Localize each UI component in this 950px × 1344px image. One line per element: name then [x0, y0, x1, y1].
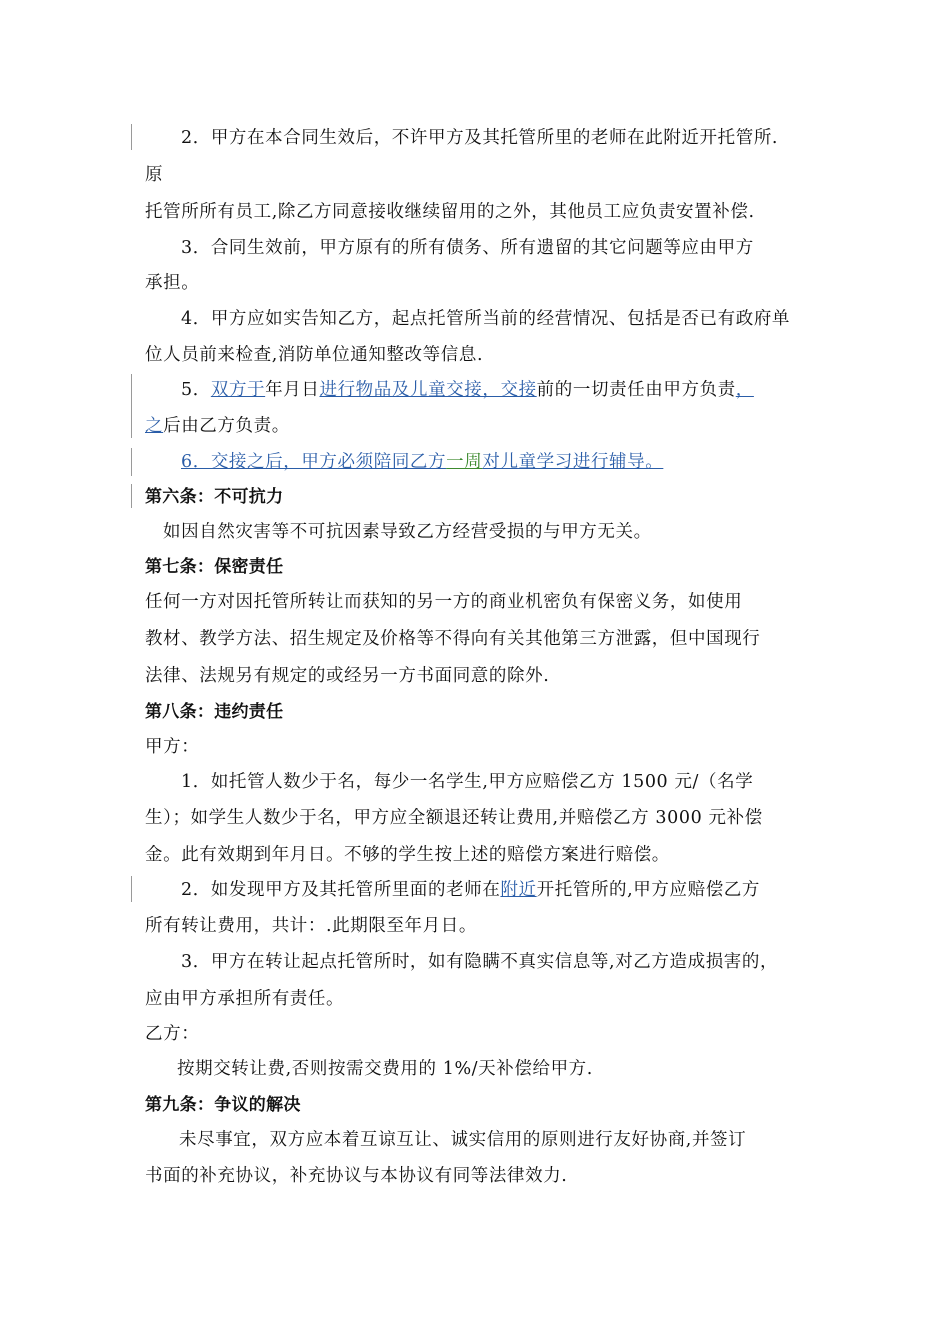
clause-5-item-6-line [181, 450, 663, 474]
article-9-heading: 第九条：争议的解决 [145, 1095, 301, 1115]
party-b-obligation: 按期交转让费,否则按需交费用的 1%/天补偿给甲方. [177, 1059, 593, 1079]
revised-text: 对儿童学习进行辅导。 [482, 452, 664, 472]
article-7-body-line-1: 任何一方对因托管所转让而获知的另一方的商业机密负有保密义务，如使用 [145, 592, 743, 612]
article-8-item-2-line-2: 所有转让费用，共计：.此期限至年月日。 [145, 916, 477, 936]
revised-text: 进行物品及儿童交接，交接 [319, 380, 537, 400]
change-bar [131, 448, 132, 476]
article-8-item-3-line-2: 应由甲方承担所有责任。 [145, 989, 345, 1009]
clause-5-item-5-line-2 [145, 414, 290, 438]
penalty-text: 2．如发现甲方及其托管所里面的老师在 [181, 880, 501, 900]
change-bar [131, 374, 132, 438]
clause-5-item-2-line-3: 托管所所有员工,除乙方同意接收继续留用的之外，其他员工应负责安置补偿. [145, 202, 755, 222]
change-bar [131, 876, 132, 902]
item-number: 5． [181, 380, 211, 400]
revised-text: 之 [145, 416, 164, 436]
clause-5-item-4-line-1: 4．甲方应如实告知乙方，起点托管所当前的经营情况、包括是否已有政府单 [181, 309, 791, 329]
article-8-item-3-line-1: 3．甲方在转让起点托管所时，如有隐瞒不真实信息等,对乙方造成损害的， [181, 952, 779, 972]
revised-text-green: 一周 [446, 452, 483, 472]
article-8-item-1-line-2: 生）；如学生人数少于名，甲方应全额退还转让费用,并赔偿乙方 3000 元补偿 [145, 808, 763, 828]
article-9-body-line-1: 未尽事宜，双方应本着互谅互让、诚实信用的原则进行友好协商,并签订 [179, 1130, 747, 1150]
date-placeholder-text: 年月日 [265, 380, 320, 400]
change-bar [131, 484, 132, 508]
penalty-text: 开托管所的,甲方应赔偿乙方 [536, 880, 761, 900]
article-7-body-line-2: 教材、教学方法、招生规定及价格等不得向有关其他第三方泄露，但中国现行 [145, 629, 761, 649]
article-8-item-2-line-1 [181, 878, 760, 902]
clause-5-item-2-line-2: 原 [145, 165, 164, 185]
clause-5-item-4-line-2: 位人员前来检查,消防单位通知整改等信息. [145, 345, 484, 365]
party-a-label: 甲方： [145, 737, 200, 757]
change-bar [131, 124, 132, 150]
revised-text: 附近 [500, 880, 537, 900]
clause-5-item-3-line-2: 承担。 [145, 273, 200, 293]
revised-text: 双方于 [210, 380, 266, 400]
revised-text: 6．交接之后，甲方必须陪同乙方 [181, 452, 447, 472]
article-9-body-line-2: 书面的补充协议，补充协议与本协议有同等法律效力. [145, 1166, 568, 1186]
clause-5-item-2-line-1: 2．甲方在本合同生效后，不许甲方及其托管所里的老师在此附近开托管所. [181, 128, 779, 148]
article-8-item-1-line-3: 金。此有效期到年月日。不够的学生按上述的赔偿方案进行赔偿。 [145, 845, 670, 865]
clause-5-item-5-line-1 [181, 378, 754, 402]
article-8-item-1-line-1: 1．如托管人数少于名，每少一名学生,甲方应赔偿乙方 1500 元/（名学 [181, 772, 754, 792]
article-7-heading: 第七条：保密责任 [145, 557, 284, 577]
article-6-heading: 第六条：不可抗力 [145, 487, 284, 507]
clause-5-item-3-line-1: 3．合同生效前，甲方原有的所有债务、所有遗留的其它问题等应由甲方 [181, 238, 754, 258]
article-8-heading: 第八条：违约责任 [145, 702, 284, 722]
article-7-body-line-3: 法律、法规另有规定的或经另一方书面同意的除外. [145, 666, 550, 686]
responsibility-text: 前的一切责任由甲方负责 [536, 380, 736, 400]
article-6-body: 如因自然灾害等不可抗因素导致乙方经营受损的与甲方无关。 [163, 522, 652, 542]
responsibility-text: 后由乙方负责。 [163, 416, 290, 436]
party-b-label: 乙方： [145, 1024, 200, 1044]
revised-text: ， [735, 380, 754, 400]
